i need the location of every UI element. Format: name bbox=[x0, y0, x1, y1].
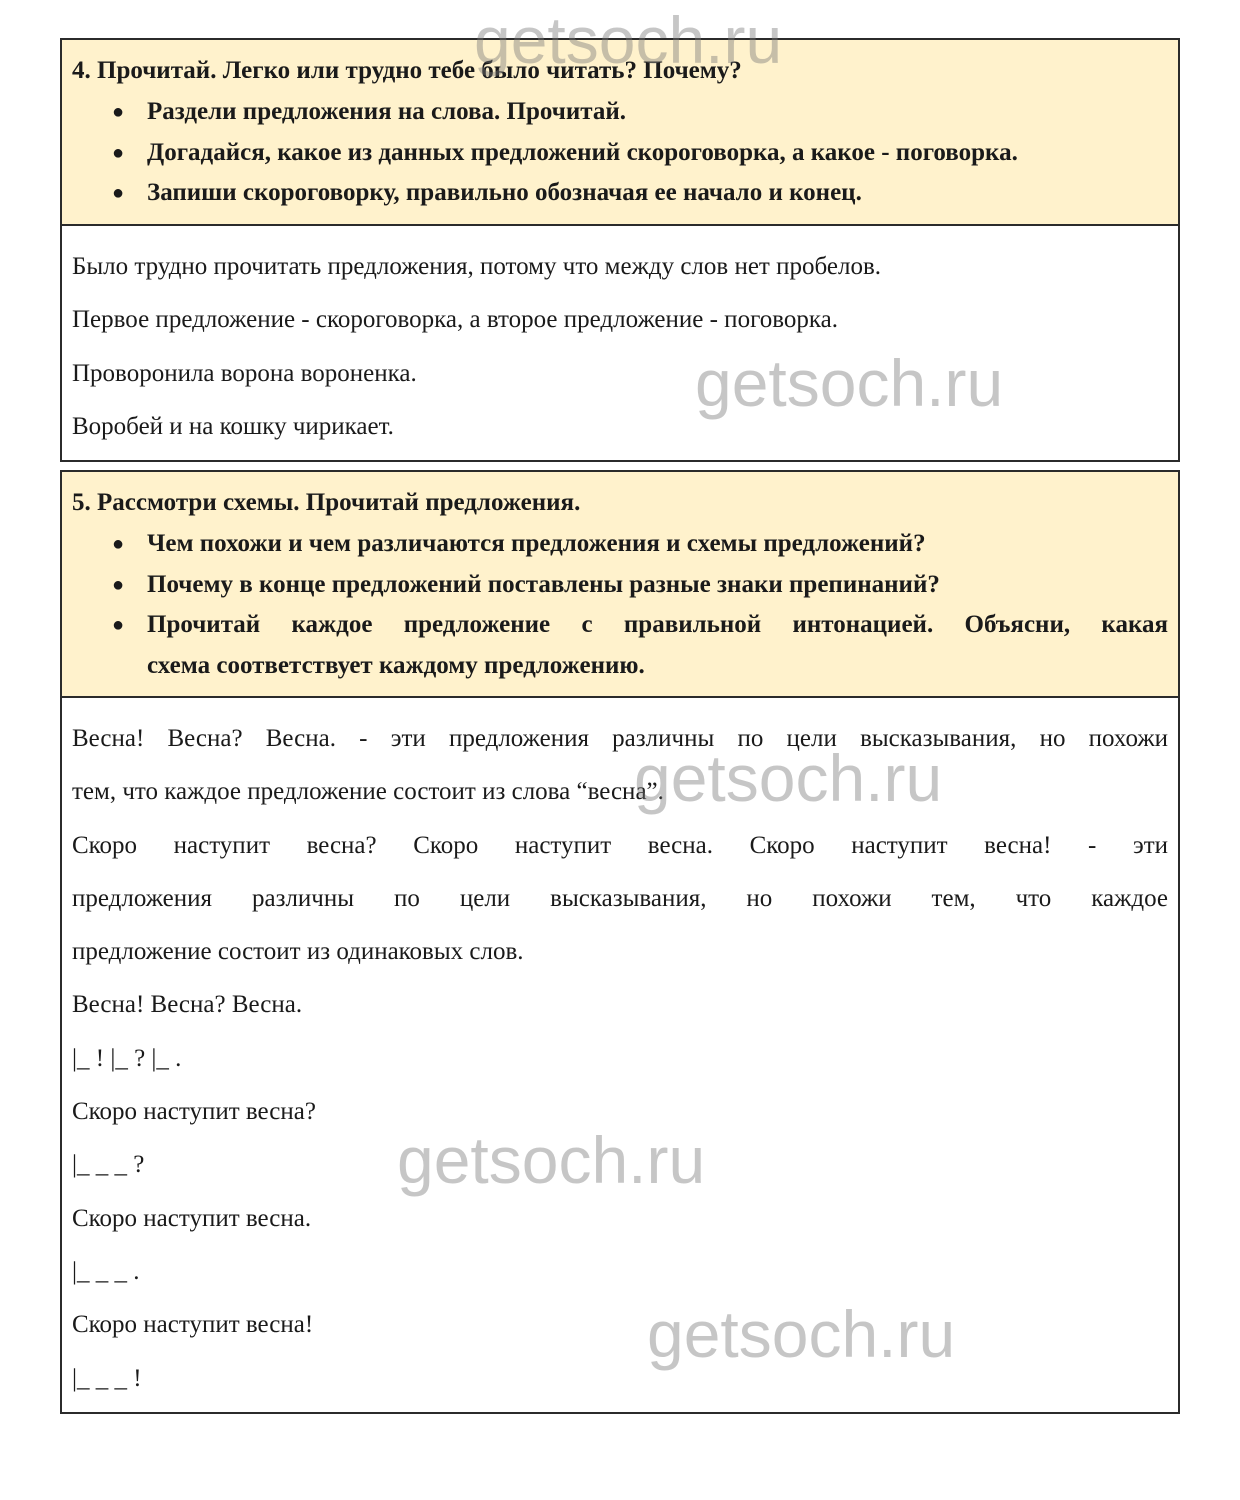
task-4-block bbox=[60, 38, 1180, 462]
task-5-bullet-3-cont: схема соответствует каждому предложению. bbox=[147, 651, 645, 679]
bullet-icon: ● bbox=[112, 182, 125, 204]
answer-line: Весна! Весна? Весна. - эти предложения различны по цели высказывания, но похожи bbox=[72, 725, 1168, 752]
bullet-icon: ● bbox=[112, 614, 125, 636]
answer-line: Первое предложение - скороговорка, а второе предложение - поговорка. bbox=[72, 306, 838, 334]
task-4-header bbox=[62, 40, 1178, 226]
task-4-bullet-2: ● Догадайся, какое из данных предложений скороговорка, а какое - поговорка. bbox=[72, 133, 1168, 174]
task-4-bullet-1: ● Раздели предложения на слова. Прочитай. bbox=[72, 92, 1168, 133]
watermark: getsoch.ru bbox=[634, 741, 943, 815]
answer-line: Весна! Весна? Весна. bbox=[72, 991, 303, 1019]
answer-line: Скоро наступит весна? bbox=[72, 1098, 316, 1126]
bullet-icon: ● bbox=[112, 533, 125, 555]
answer-line: Скоро наступит весна! bbox=[72, 1311, 314, 1339]
scheme-line: |_ _ _ . bbox=[72, 1257, 140, 1285]
answer-line: Проворонила ворона вороненка. bbox=[72, 359, 417, 387]
task-4-title: 4. Прочитай. Легко или трудно тебе было читать? Почему? bbox=[72, 57, 742, 84]
bullet-icon: ● bbox=[112, 141, 125, 164]
answer-line: тем, что каждое предложение состоит из слова “весна”. bbox=[72, 778, 664, 806]
bullet-icon: ● bbox=[112, 101, 125, 123]
answer-line: Воробей и на кошку чирикает. bbox=[72, 412, 394, 440]
watermark: getsoch.ru bbox=[474, 3, 783, 77]
task-5-answer bbox=[62, 698, 1178, 1405]
answer-line: Скоро наступит весна? Скоро наступит весна. Скоро наступит весна! - эти bbox=[72, 831, 1168, 859]
scheme-line: |_ _ _ ! bbox=[72, 1364, 142, 1392]
watermark: getsoch.ru bbox=[647, 1297, 956, 1371]
scheme-line: |_ _ _ ? bbox=[72, 1151, 145, 1179]
task-5-block bbox=[60, 470, 1180, 1414]
watermark: getsoch.ru bbox=[695, 346, 1004, 420]
task-4-bullet-3: ● Запиши скороговорку, правильно обозначая ее начало и конец. bbox=[72, 173, 1168, 214]
answer-line: предложение состоит из одинаковых слов. bbox=[72, 938, 524, 966]
task-5-title: 5. Рассмотри схемы. Прочитай предложения. bbox=[72, 489, 581, 516]
answer-line: предложения различны по цели высказывания, но похожи тем, что каждое bbox=[72, 884, 1168, 912]
task-5-header bbox=[62, 472, 1178, 698]
task-5-bullet-2: ● Почему в конце предложений поставлены разные знаки препинаний? bbox=[72, 565, 1168, 606]
task-5-bullets bbox=[72, 524, 1168, 686]
answer-line: Было трудно прочитать предложения, потому что между слов нет пробелов. bbox=[72, 253, 881, 280]
bullet-icon: ● bbox=[112, 573, 125, 596]
task-5-bullet-3: ● Прочитай каждое предложение с правильной интонацией. Объясни, какая bbox=[72, 605, 1168, 646]
task-5-bullet-1: ● Чем похожи и чем различаются предложения и схемы предложений? bbox=[72, 524, 1168, 565]
task-4-bullets bbox=[72, 92, 1168, 214]
scheme-line: |_ ! |_ ? |_ . bbox=[72, 1044, 182, 1072]
watermark: getsoch.ru bbox=[397, 1123, 706, 1197]
task-4-answer bbox=[62, 226, 1178, 453]
answer-line: Скоро наступит весна. bbox=[72, 1204, 312, 1232]
